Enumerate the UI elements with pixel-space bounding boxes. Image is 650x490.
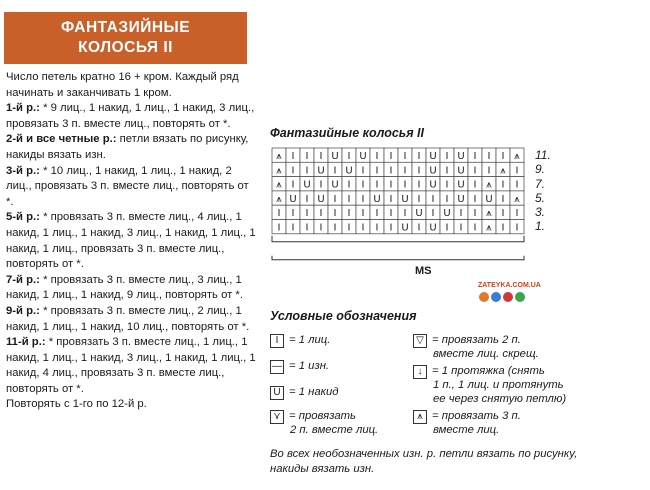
row-text: * провязать 3 п. вместе лиц., 1 лиц., 1 накид, 1 лиц., 1 накид, 3 лиц., 1 накид, 1 лиц., 1 накид, 4 лиц., провязать 3 п. вместе лиц., повторять от *.	[6, 336, 256, 395]
chart-symbol: I	[473, 222, 477, 234]
chart-symbol: U	[345, 165, 353, 177]
chart-symbol: I	[501, 208, 505, 220]
chart-symbol: I	[291, 165, 295, 177]
chart-symbol: I	[459, 222, 463, 234]
chart-symbol: I	[473, 165, 477, 177]
chart-symbol: I	[417, 193, 421, 205]
chart-symbol: ⩚	[514, 193, 520, 205]
title-line-1: ФАНТАЗИЙНЫЕ	[60, 19, 191, 36]
chart-symbol: U	[485, 193, 493, 205]
chart-symbol: I	[515, 208, 519, 220]
chart-symbol: U	[457, 193, 465, 205]
chart-symbol: ⩚	[486, 208, 492, 220]
chart-symbol: I	[305, 193, 309, 205]
chart-symbol: I	[403, 151, 407, 162]
chart-symbol: ⩚	[514, 151, 520, 162]
legend-k3tog: ⩚ = провязать 3 п. вместе лиц.	[413, 410, 521, 438]
row-instruction	[6, 101, 256, 132]
chart-symbol: I	[305, 165, 309, 177]
chart-symbol: U	[303, 179, 311, 191]
knit-symbol-icon: I	[270, 334, 284, 348]
row-instruction	[6, 164, 256, 211]
chart-symbol: I	[501, 193, 505, 205]
chart-symbol: I	[473, 193, 477, 205]
chart-symbol: I	[487, 165, 491, 177]
chart-symbol: I	[417, 222, 421, 234]
repeat-text: Повторять с 1-го по 12-й р.	[6, 398, 147, 411]
intro-text: Число петель кратно 16 + кром. Каждый ряд начинать и заканчивать 1 кром.	[6, 71, 239, 99]
chart-symbol: I	[361, 179, 365, 191]
legend-knit: I = 1 лиц.	[270, 334, 330, 348]
chart-symbol: ⩚	[500, 165, 506, 177]
row-label: 5-й р.:	[6, 211, 40, 224]
chart-symbol: U	[401, 193, 409, 205]
chart-symbol: I	[319, 179, 323, 191]
chart-symbol: I	[361, 193, 365, 205]
chart-symbol: I	[375, 208, 379, 220]
row-text: * провязать 3 п. вместе лиц., 4 лиц., 1 накид, 1 лиц., 1 накид, 3 лиц., 1 накид, 1 лиц., 1 накид, 1 лиц., провязать 3 п. вместе лиц., повторять от *.	[6, 211, 256, 271]
chart-symbol: I	[305, 208, 309, 220]
chart-symbol: I	[501, 222, 505, 234]
chart-symbol: U	[429, 179, 437, 191]
slip-pass-symbol-icon: ↓	[413, 365, 427, 379]
chart-symbol: I	[389, 193, 393, 205]
chart-title: Фантазийные колосья II	[270, 126, 424, 140]
row-text: * провязать 3 п. вместе лиц., 2 лиц., 1 накид, 1 лиц., 1 накид, 10 лиц., повторять от *.	[6, 304, 250, 333]
row-text: * провязать 3 п. вместе лиц., 3 лиц., 1 накид, 1 лиц., 1 накид, 9 лиц., повторять от *.	[6, 273, 243, 302]
yarn-over-symbol-icon: U	[270, 386, 284, 400]
chart-symbol: I	[445, 179, 449, 191]
chart-symbol: I	[291, 208, 295, 220]
row-label: 3-й р.:	[6, 164, 40, 177]
repeat-bracket-ms	[272, 256, 524, 260]
chart-symbol: I	[403, 165, 407, 177]
chart-symbol: ⩚	[276, 179, 282, 191]
chart-symbol: U	[289, 193, 297, 205]
chart-symbol: I	[487, 151, 491, 162]
footnote: Во всех необозначенных изн. р. петли вязать по рисунку, накиды вязать изн.	[270, 448, 578, 475]
chart-symbol: I	[417, 151, 421, 162]
chart-symbol: I	[375, 222, 379, 234]
chart-symbol: I	[361, 165, 365, 177]
chart-symbol: I	[333, 208, 337, 220]
title-line-2: КОЛОСЬЯ II	[78, 39, 173, 56]
k2tog-symbol-icon: ⋎	[270, 410, 284, 424]
row-instruction	[6, 273, 256, 304]
chart-symbol: U	[401, 222, 409, 234]
chart-symbol: I	[291, 151, 295, 162]
chart-symbol: U	[415, 208, 423, 220]
chart-symbol: U	[331, 179, 339, 191]
chart-symbol: ⩚	[276, 193, 282, 205]
chart-symbol: I	[515, 179, 519, 191]
legend-k2tog: ⋎ = провязать 2 п. вместе лиц.	[270, 410, 378, 438]
chart-symbol: I	[361, 208, 365, 220]
row-number: 7.	[535, 176, 546, 191]
chart-symbol: I	[473, 179, 477, 191]
knitting-chart	[268, 146, 530, 281]
chart-symbol: I	[473, 151, 477, 162]
legend-slip-pass: ↓ = 1 протяжка (снять 1 п., 1 лиц. и протянуть ее через снятую петлю)	[413, 365, 566, 406]
row-instruction	[6, 132, 256, 163]
legend-title: Условные обозначения	[270, 309, 417, 323]
row-text: петли вязать по рисунку, накиды вязать изн.	[6, 133, 249, 161]
pattern-title-banner	[4, 12, 247, 64]
chart-symbol: U	[359, 151, 367, 162]
purl-symbol-icon: —	[272, 361, 282, 372]
chart-symbol: I	[417, 179, 421, 191]
chart-symbol: ⩚	[276, 165, 282, 177]
chart-symbol: U	[429, 222, 437, 234]
chart-symbol: I	[389, 222, 393, 234]
chart-symbol: I	[375, 179, 379, 191]
k2tog-tbl-symbol-icon: ▽	[413, 334, 427, 348]
chart-symbol: I	[445, 222, 449, 234]
chart-symbol: I	[333, 222, 337, 234]
chart-symbol: I	[501, 179, 505, 191]
chart-symbol: U	[331, 151, 339, 162]
row-label: 11-й р.:	[6, 336, 46, 349]
chart-symbol: U	[457, 165, 465, 177]
chart-symbol: I	[277, 222, 281, 234]
chart-symbol: I	[347, 193, 351, 205]
chart-symbol: I	[375, 165, 379, 177]
chart-symbol: I	[389, 151, 393, 162]
chart-symbol: I	[445, 193, 449, 205]
chart-symbol: I	[445, 151, 449, 162]
chart-symbol: I	[319, 222, 323, 234]
chart-symbol: U	[429, 151, 437, 162]
chart-symbol: I	[515, 165, 519, 177]
chart-symbol: I	[333, 165, 337, 177]
row-instruction	[6, 335, 256, 397]
chart-symbol: ⩚	[486, 179, 492, 191]
chart-symbol: U	[429, 165, 437, 177]
chart-symbol: I	[403, 179, 407, 191]
watermark: ZATEYKA.COM.UA	[478, 282, 541, 289]
chart-symbol: I	[473, 208, 477, 220]
k3tog-symbol-icon: ⩚	[413, 410, 427, 424]
chart-symbol: U	[443, 208, 451, 220]
chart-symbol: I	[431, 193, 435, 205]
row-number: 11.	[535, 148, 551, 162]
chart-symbol: I	[319, 208, 323, 220]
chart-symbol: I	[347, 179, 351, 191]
watermark-figures-icon	[478, 290, 528, 304]
chart-symbol: U	[317, 193, 325, 205]
chart-symbol: I	[305, 151, 309, 162]
chart-symbol: I	[403, 208, 407, 220]
row-number: 1.	[535, 219, 546, 234]
chart-symbol: I	[389, 208, 393, 220]
legend-yarn-over: U = 1 накид	[270, 386, 339, 400]
chart-symbol: I	[347, 208, 351, 220]
chart-row-numbers	[535, 148, 551, 234]
chart-symbol: I	[375, 151, 379, 162]
chart-symbol: U	[373, 193, 381, 205]
chart-symbol: U	[317, 165, 325, 177]
row-number: 3.	[535, 205, 546, 220]
chart-symbol: U	[457, 151, 465, 162]
chart-symbol: I	[459, 208, 463, 220]
repeat-label: MS	[415, 265, 432, 277]
chart-symbol: U	[457, 179, 465, 191]
chart-symbol: I	[291, 179, 295, 191]
row-instructions	[6, 101, 256, 397]
chart-symbol: I	[389, 165, 393, 177]
legend-k2tog-tbl: ▽ = провязать 2 п. вместе лиц. скрещ.	[413, 334, 539, 362]
chart-symbol: I	[431, 208, 435, 220]
chart-symbol: I	[417, 165, 421, 177]
chart-symbol: ⩚	[276, 151, 282, 162]
chart-symbol: I	[515, 222, 519, 234]
row-instruction	[6, 210, 256, 272]
chart-symbol: I	[501, 151, 505, 162]
chart-symbol: I	[347, 222, 351, 234]
chart-symbol: I	[333, 193, 337, 205]
row-number: 9.	[535, 162, 546, 177]
chart-symbol: I	[445, 165, 449, 177]
row-number: 5.	[535, 190, 546, 205]
row-instruction	[6, 304, 256, 335]
row-label: 9-й р.:	[6, 304, 40, 317]
instructions-text	[6, 70, 256, 413]
chart-symbol: I	[291, 222, 295, 234]
chart-symbol: I	[389, 179, 393, 191]
legend-purl: — = 1 изн.	[272, 360, 330, 372]
row-label: 1-й р.:	[6, 102, 40, 115]
chart-symbol: I	[277, 208, 281, 220]
chart-symbol: I	[319, 151, 323, 162]
repeat-bracket	[272, 236, 524, 242]
chart-symbol: I	[347, 151, 351, 162]
row-label: 2-й и все четные р.:	[6, 133, 117, 146]
chart-symbol: I	[305, 222, 309, 234]
row-label: 7-й р.:	[6, 273, 40, 286]
row-text: * 9 лиц., 1 накид, 1 лиц., 1 накид, 3 лиц., провязать 3 п. вместе лиц., повторять от *.	[6, 102, 255, 130]
chart-symbol: I	[361, 222, 365, 234]
chart-symbol: ⩚	[486, 222, 492, 234]
row-text: * 10 лиц., 1 накид, 1 лиц., 1 накид, 2 лиц., провязать 3 п. вместе лиц., повторять от *.	[6, 164, 249, 208]
